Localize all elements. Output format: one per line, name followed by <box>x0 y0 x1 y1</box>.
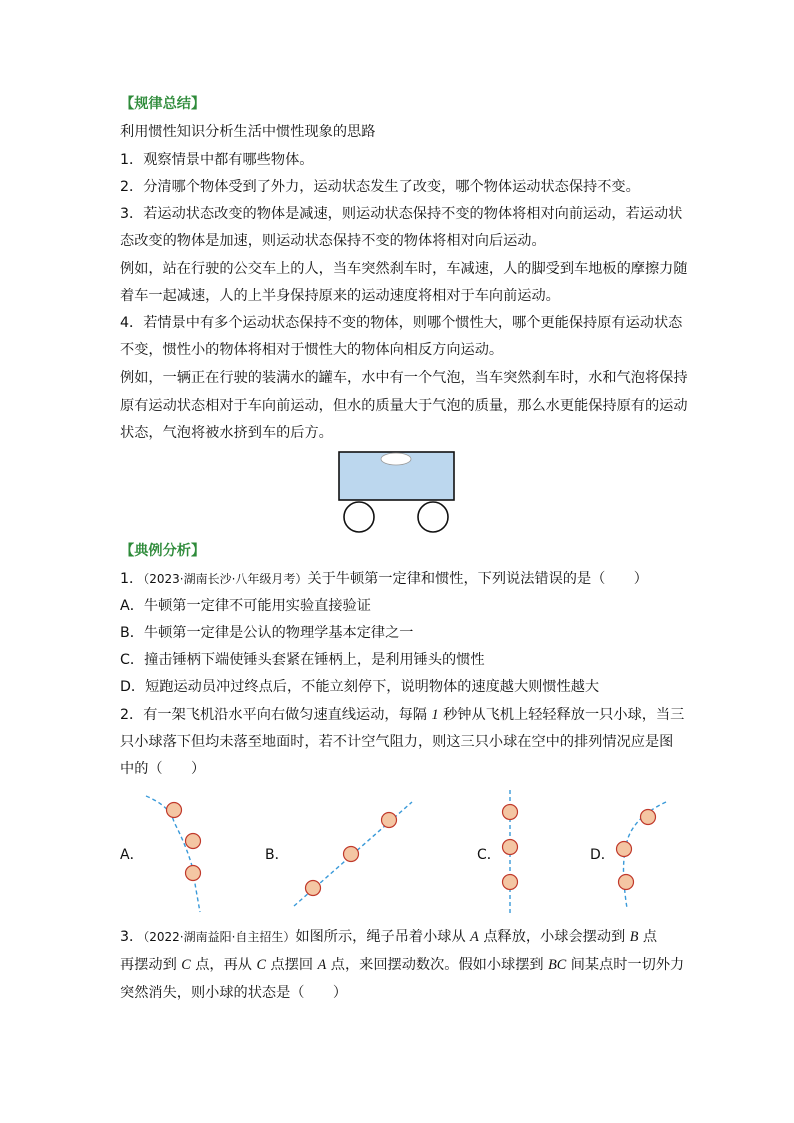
question-3-text-e: 点，再从 <box>190 957 257 973</box>
question-1-stem <box>120 569 648 589</box>
wheel-left <box>344 502 374 532</box>
option-d-figure <box>610 798 670 910</box>
question-3-text-d: 再摆动到 <box>120 957 182 973</box>
option-c-ball-2 <box>503 840 518 855</box>
question-3-line-2 <box>120 955 684 975</box>
summary-point-1: 1．观察情景中都有哪些物体。 <box>120 152 314 168</box>
question-1-option-d: D．短跑运动员冲过终点后，不能立刻停下，说明物体的速度越大则惯性越大 <box>120 679 600 695</box>
option-b-figure <box>290 798 416 910</box>
question-3-text-f: 点摆回 <box>265 957 318 973</box>
summary-point-3-line-2: 态改变的物体是加速，则运动状态保持不变的物体将相对向后运动。 <box>120 233 546 249</box>
option-d-ball-1 <box>641 810 656 825</box>
question-3-text-a: 如图所示，绳子吊着小球从 <box>295 929 471 945</box>
question-3-source: （2022·湖南益阳·自主招生） <box>143 930 296 944</box>
tank-truck-figure <box>335 448 461 534</box>
question-2-line-1 <box>120 705 684 725</box>
summary-point-4-line-1: 4．若情景中有多个运动状态保持不变的物体，则哪个惯性大，哪个更能保持原有运动状态 <box>120 315 683 331</box>
air-bubble <box>381 453 411 465</box>
wheel-right <box>418 502 448 532</box>
summary-example-2-line-3: 状态，气泡将被水挤到车的后方。 <box>120 425 333 441</box>
option-b-ball-3 <box>306 881 321 896</box>
question-2-text-b: 秒钟从飞机上轻轻释放一只小球，当三 <box>438 707 685 723</box>
option-d-ball-3 <box>619 875 634 890</box>
question-1-text: 关于牛顿第一定律和惯性，下列说法错误的是（ ） <box>307 571 648 587</box>
point-c-label-2: C <box>256 957 266 973</box>
point-c-label: C <box>181 957 191 973</box>
summary-example-2-line-2: 原有运动状态相对于车向前运动，但水的质量大于气泡的质量，那么水更能保持原有的运动 <box>120 398 688 414</box>
point-a-label: A <box>470 929 479 945</box>
summary-example-1-line-1: 例如，站在行驶的公交车上的人，当车突然刹车时，车减速，人的脚受到车地板的摩擦力随 <box>120 261 688 277</box>
question-3-text-b: 点释放，小球会摆动到 <box>478 929 630 945</box>
summary-intro: 利用惯性知识分析生活中惯性现象的思路 <box>120 124 376 140</box>
point-b-label: B <box>629 929 639 945</box>
option-c-ball-1 <box>503 805 518 820</box>
summary-point-3-line-1: 3．若运动状态改变的物体是减速，则运动状态保持不变的物体将相对向前运动，若运动状 <box>120 206 683 222</box>
question-1-option-a: A．牛顿第一定律不可能用实验直接验证 <box>120 598 371 614</box>
question-3-line-3: 突然消失，则小球的状态是（ ） <box>120 985 348 1001</box>
option-c-figure <box>495 788 525 916</box>
option-b-ball-2 <box>344 847 359 862</box>
point-a-label-2: A <box>317 957 327 973</box>
question-3-text-c: 点 <box>638 929 658 945</box>
question-2-line-2: 只小球落下但均未落至地面时，若不计空气阻力，则这三只小球在空中的排列情况应是图 <box>120 734 674 750</box>
option-a-ball-1 <box>167 803 182 818</box>
question-3-text-g: 点，来回摆动数次。假如小球摆到 <box>326 957 549 973</box>
summary-point-2: 2．分清哪个物体受到了外力，运动状态发生了改变，哪个物体运动状态保持不变。 <box>120 179 640 195</box>
question-1-number: 1． <box>120 571 144 587</box>
option-a-figure <box>140 790 210 915</box>
option-b-ball-1 <box>382 813 397 828</box>
option-a-ball-2 <box>186 834 201 849</box>
summary-example-1-line-2: 着车一起减速，人的上半身保持原来的运动速度将相对于车向前运动。 <box>120 288 560 304</box>
question-3-line-1 <box>120 927 657 947</box>
question-2-line-3: 中的（ ） <box>120 761 206 777</box>
question-3-number: 3． <box>120 929 144 945</box>
option-c-ball-3 <box>503 875 518 890</box>
question-3-text-h: 间某点时一切外力 <box>566 957 685 973</box>
summary-point-4-line-2: 不变，惯性小的物体将相对于惯性大的物体向相反方向运动。 <box>120 342 504 358</box>
examples-heading: 【典例分析】 <box>120 543 206 559</box>
option-c-label: C． <box>477 847 501 863</box>
option-a-ball-3 <box>186 866 201 881</box>
option-b-label: B． <box>265 847 289 863</box>
question-1-option-c: C．撞击锤柄下端使锤头套紧在锤柄上，是利用锤头的惯性 <box>120 652 485 668</box>
option-d-ball-2 <box>617 842 632 857</box>
summary-example-2-line-1: 例如，一辆正在行驶的装满水的罐车，水中有一个气泡，当车突然刹车时，水和气泡将保持 <box>120 370 688 386</box>
option-a-label: A． <box>120 847 144 863</box>
segment-bc-label: BC <box>548 957 567 973</box>
summary-heading: 【规律总结】 <box>120 96 206 112</box>
question-1-option-b: B．牛顿第一定律是公认的物理学基本定律之一 <box>120 625 414 641</box>
question-2-text-a: 2．有一架飞机沿水平向右做匀速直线运动，每隔 <box>120 707 432 723</box>
option-d-label: D． <box>590 847 615 863</box>
question-1-source: （2023·湖南长沙·八年级月考） <box>143 572 308 586</box>
question-2-seconds: 1 <box>431 707 439 723</box>
